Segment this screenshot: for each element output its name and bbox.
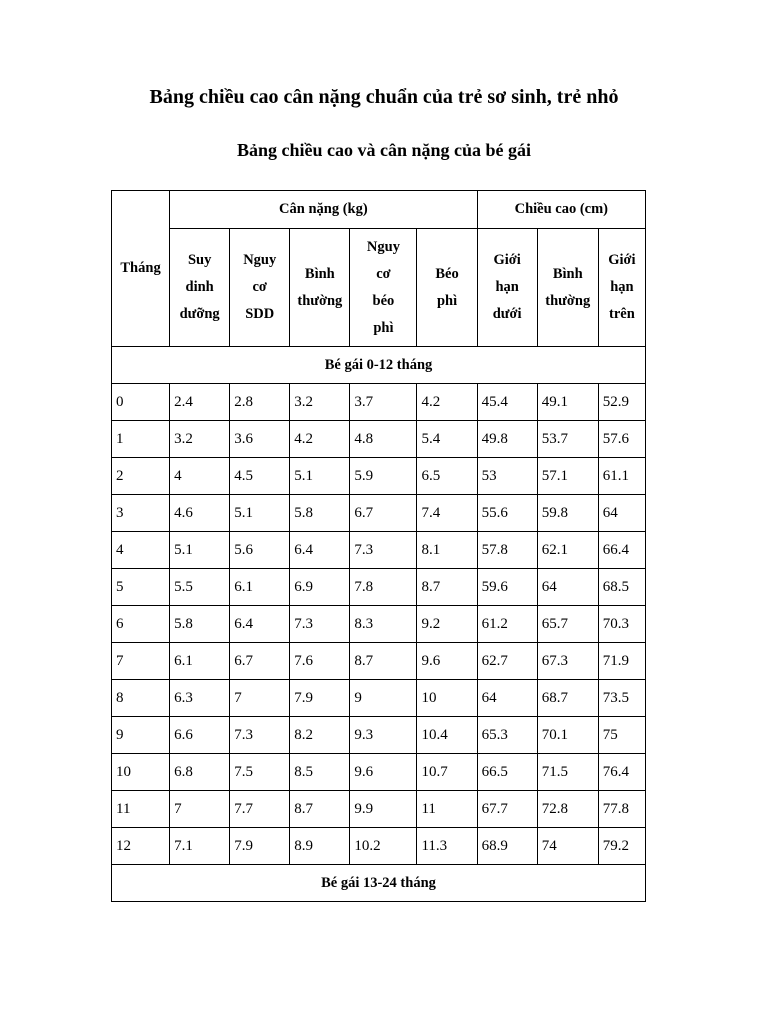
table-cell: 11 — [112, 791, 170, 828]
height-col-header-2 — [598, 229, 645, 347]
header-word: Nguy — [366, 238, 400, 255]
table-cell: 5.1 — [170, 532, 230, 569]
table-cell: 11 — [417, 791, 477, 828]
table-cell: 59.8 — [537, 495, 598, 532]
table-cell: 49.1 — [537, 384, 598, 421]
table-cell: 57.6 — [598, 421, 645, 458]
height-col-header-1 — [537, 229, 598, 347]
section-label: Bé gái 13-24 tháng — [112, 865, 646, 902]
table-row — [112, 532, 646, 569]
table-row — [112, 754, 646, 791]
weight-group-header: Cân nặng (kg) — [170, 191, 478, 229]
table-cell: 62.7 — [477, 643, 537, 680]
header-word: dưới — [492, 306, 522, 322]
table-cell: 8.7 — [350, 643, 417, 680]
table-cell: 7 — [170, 791, 230, 828]
table-cell: 72.8 — [537, 791, 598, 828]
table-cell: 0 — [112, 384, 170, 421]
table-row — [112, 495, 646, 532]
table-cell: 64 — [537, 569, 598, 606]
table-cell: 6.7 — [350, 495, 417, 532]
table-cell: 59.6 — [477, 569, 537, 606]
table-cell: 65.3 — [477, 717, 537, 754]
table-cell: 64 — [477, 680, 537, 717]
header-word: dinh — [185, 279, 214, 295]
weight-col-header-1 — [230, 229, 290, 347]
table-cell: 68.5 — [598, 569, 645, 606]
table-cell: 5.1 — [230, 495, 290, 532]
table-cell: 61.2 — [477, 606, 537, 643]
table-cell: 57.1 — [537, 458, 598, 495]
table-cell: 4 — [170, 458, 230, 495]
table-cell: 8.7 — [290, 791, 350, 828]
header-word: Bình — [552, 265, 583, 282]
table-cell: 4.2 — [290, 421, 350, 458]
header-word: cơ — [376, 265, 391, 282]
header-word: Béo — [435, 265, 459, 282]
header-word: hạn — [495, 279, 519, 295]
table-cell: 10 — [112, 754, 170, 791]
table-cell: 5.8 — [170, 606, 230, 643]
table-row — [112, 643, 646, 680]
table-cell: 5.9 — [350, 458, 417, 495]
table-cell: 11.3 — [417, 828, 477, 865]
header-word: trên — [609, 306, 635, 322]
table-cell: 77.8 — [598, 791, 645, 828]
table-cell: 6.7 — [230, 643, 290, 680]
table-cell: 10 — [417, 680, 477, 717]
table-cell: 6.9 — [290, 569, 350, 606]
header-word: Giới — [493, 252, 521, 268]
table-cell: 9.2 — [417, 606, 477, 643]
table-cell: 62.1 — [537, 532, 598, 569]
table-cell: 49.8 — [477, 421, 537, 458]
table-row — [112, 680, 646, 717]
table-cell: 7 — [112, 643, 170, 680]
table-cell: 9.6 — [350, 754, 417, 791]
table-row — [112, 828, 646, 865]
table-cell: 6.8 — [170, 754, 230, 791]
table-cell: 1 — [112, 421, 170, 458]
table-cell: 70.3 — [598, 606, 645, 643]
table-cell: 7.5 — [230, 754, 290, 791]
table-cell: 10.2 — [350, 828, 417, 865]
table-cell: 10.7 — [417, 754, 477, 791]
growth-table — [111, 190, 646, 902]
section-row-13-24 — [112, 865, 646, 902]
table-cell: 65.7 — [537, 606, 598, 643]
table-cell: 45.4 — [477, 384, 537, 421]
height-group-header: Chiều cao (cm) — [477, 191, 645, 229]
page-title: Bảng chiều cao cân nặng chuẩn của trẻ sơ sinh, trẻ nhỏ — [149, 86, 619, 108]
weight-col-header-0 — [170, 229, 230, 347]
table-cell: 7.9 — [230, 828, 290, 865]
table-cell: 79.2 — [598, 828, 645, 865]
table-cell: 61.1 — [598, 458, 645, 495]
header-word: Giới — [608, 252, 636, 268]
table-cell: 53.7 — [537, 421, 598, 458]
table-row — [112, 384, 646, 421]
table-cell: 7.3 — [350, 532, 417, 569]
table-cell: 8.7 — [417, 569, 477, 606]
month-header: Tháng — [112, 191, 170, 347]
table-cell: 12 — [112, 828, 170, 865]
table-cell: 4.2 — [417, 384, 477, 421]
table-cell: 5.1 — [290, 458, 350, 495]
table-cell: 4.8 — [350, 421, 417, 458]
table-cell: 6.1 — [230, 569, 290, 606]
table-cell: 2 — [112, 458, 170, 495]
table-cell: 6.3 — [170, 680, 230, 717]
table-cell: 8.9 — [290, 828, 350, 865]
table-cell: 7.7 — [230, 791, 290, 828]
table-cell: 8.1 — [417, 532, 477, 569]
table-cell: 6.1 — [170, 643, 230, 680]
table-cell: 71.5 — [537, 754, 598, 791]
table-cell: 64 — [598, 495, 645, 532]
table-cell: 4.6 — [170, 495, 230, 532]
table-cell: 7.3 — [290, 606, 350, 643]
header-word: béo — [372, 292, 395, 309]
table-cell: 6 — [112, 606, 170, 643]
table-cell: 71.9 — [598, 643, 645, 680]
table-cell: 7 — [230, 680, 290, 717]
table-cell: 9.6 — [417, 643, 477, 680]
table-cell: 8.2 — [290, 717, 350, 754]
header-word: Nguy — [243, 252, 277, 268]
header-word: hạn — [610, 279, 634, 295]
table-cell: 57.8 — [477, 532, 537, 569]
table-cell: 3.2 — [290, 384, 350, 421]
table-cell: 7.3 — [230, 717, 290, 754]
table-cell: 68.7 — [537, 680, 598, 717]
table-cell: 10.4 — [417, 717, 477, 754]
section-row-0-12 — [112, 347, 646, 384]
table-cell: 53 — [477, 458, 537, 495]
table-cell: 67.3 — [537, 643, 598, 680]
table-cell: 7.4 — [417, 495, 477, 532]
header-word: SDD — [245, 306, 275, 322]
weight-col-header-3 — [350, 229, 417, 347]
table-cell: 2.8 — [230, 384, 290, 421]
header-word: dưỡng — [179, 306, 220, 322]
table-cell: 8 — [112, 680, 170, 717]
table-cell: 9.3 — [350, 717, 417, 754]
height-col-header-0 — [477, 229, 537, 347]
header-word: thường — [297, 292, 343, 309]
table-cell: 3.7 — [350, 384, 417, 421]
table-cell: 9.9 — [350, 791, 417, 828]
table-cell: 3.6 — [230, 421, 290, 458]
table-cell: 3.2 — [170, 421, 230, 458]
table-row — [112, 458, 646, 495]
table-cell: 5.6 — [230, 532, 290, 569]
table-cell: 6.6 — [170, 717, 230, 754]
table-cell: 76.4 — [598, 754, 645, 791]
header-word: phì — [436, 292, 458, 309]
table-cell: 9 — [112, 717, 170, 754]
header-word: Suy — [187, 252, 212, 268]
table-cell: 73.5 — [598, 680, 645, 717]
table-cell: 67.7 — [477, 791, 537, 828]
table-subtitle: Bảng chiều cao và cân nặng của bé gái — [236, 140, 532, 160]
table-cell: 74 — [537, 828, 598, 865]
header-word: phì — [373, 319, 394, 336]
table-row — [112, 606, 646, 643]
table-row — [112, 569, 646, 606]
table-cell: 6.4 — [230, 606, 290, 643]
header-word: thường — [545, 292, 591, 309]
weight-col-header-2 — [290, 229, 350, 347]
table-cell: 52.9 — [598, 384, 645, 421]
table-cell: 5.8 — [290, 495, 350, 532]
table-cell: 66.5 — [477, 754, 537, 791]
weight-col-header-4 — [417, 229, 477, 347]
table-row — [112, 717, 646, 754]
section-label: Bé gái 0-12 tháng — [112, 347, 646, 384]
table-cell: 7.9 — [290, 680, 350, 717]
table-cell: 2.4 — [170, 384, 230, 421]
table-cell: 9 — [350, 680, 417, 717]
table-cell: 70.1 — [537, 717, 598, 754]
header-word: Bình — [304, 265, 335, 282]
table-cell: 5.4 — [417, 421, 477, 458]
table-cell: 7.8 — [350, 569, 417, 606]
table-row — [112, 421, 646, 458]
table-cell: 8.3 — [350, 606, 417, 643]
table-cell: 7.6 — [290, 643, 350, 680]
table-row — [112, 791, 646, 828]
table-cell: 4.5 — [230, 458, 290, 495]
table-cell: 6.4 — [290, 532, 350, 569]
table-cell: 5 — [112, 569, 170, 606]
table-cell: 75 — [598, 717, 645, 754]
table-cell: 55.6 — [477, 495, 537, 532]
header-word: cơ — [252, 279, 267, 295]
table-cell: 4 — [112, 532, 170, 569]
table-cell: 7.1 — [170, 828, 230, 865]
table-cell: 5.5 — [170, 569, 230, 606]
table-cell: 68.9 — [477, 828, 537, 865]
table-cell: 66.4 — [598, 532, 645, 569]
table-cell: 3 — [112, 495, 170, 532]
table-cell: 6.5 — [417, 458, 477, 495]
table-cell: 8.5 — [290, 754, 350, 791]
